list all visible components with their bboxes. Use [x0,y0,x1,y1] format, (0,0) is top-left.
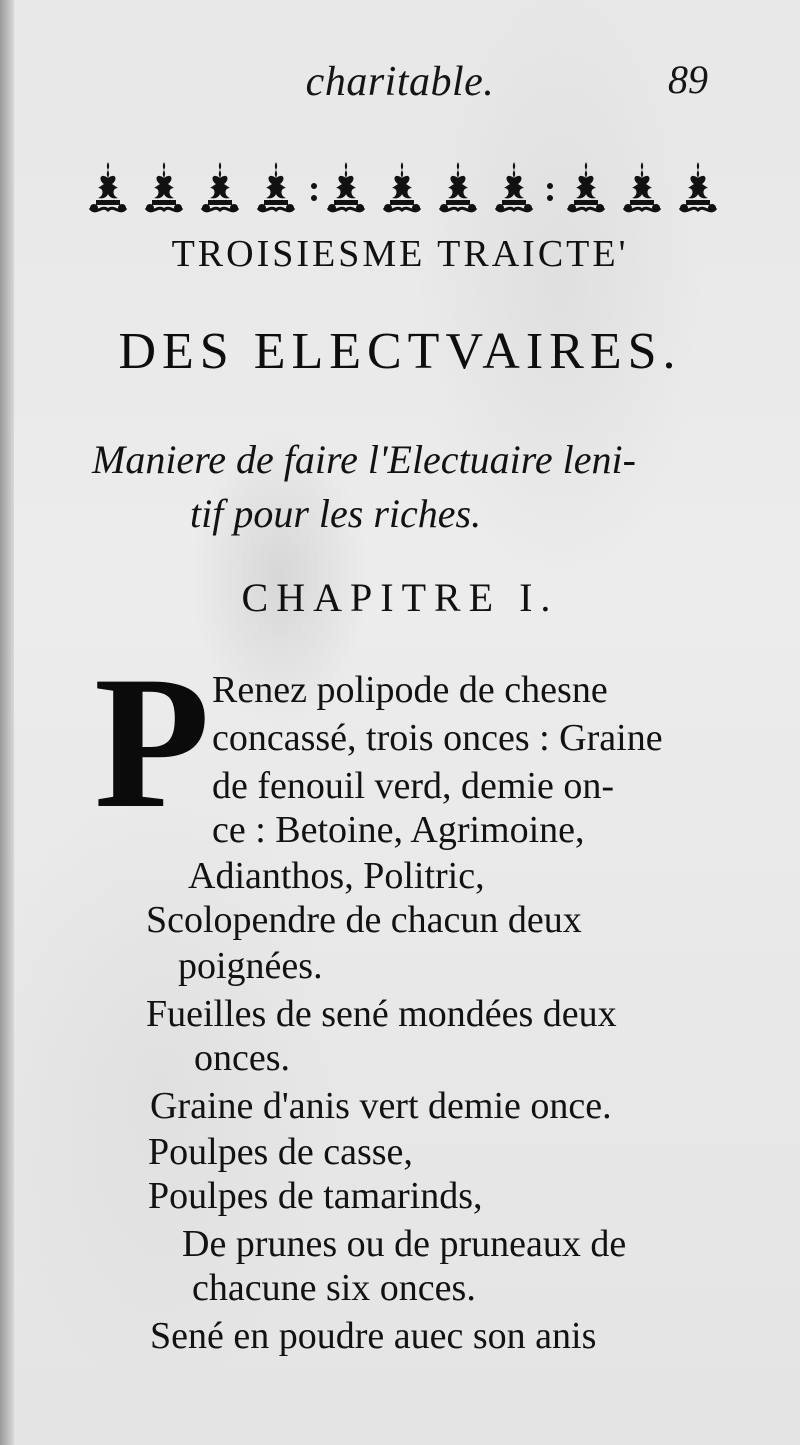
recipe-heading-line-1: Maniere de faire l'Electuaire leni- [92,437,636,482]
body-line: chacune six onces. [192,1267,476,1309]
body-line: concassé, trois onces : Graine [212,717,663,759]
body-line: Poulpes de tamarinds, [148,1175,483,1217]
recipe-heading-line-2: tif pour les riches. [190,491,482,536]
body-line: Graine d'anis vert demie once. [150,1085,612,1127]
running-title: charitable. [305,59,495,105]
body-line: Sené en poudre auec son anis [150,1315,597,1357]
body-line: Adianthos, Politric, [188,855,485,897]
body-line: De prunes ou de pruneaux de [182,1223,627,1265]
page-gutter-shadow [0,0,14,1445]
body-line: poignées. [178,945,323,987]
drop-capital: P [94,638,211,848]
chapter-heading: CHAPITRE I. [241,575,559,620]
fleuron-ornament-band [88,156,728,216]
page-number: 89 [668,57,708,102]
treatise-subject-title: DES ELECTVAIRES. [118,323,682,380]
body-line: onces. [194,1037,291,1079]
body-line: Scolopendre de chacun deux [146,899,582,941]
body-line: Fueilles de sené mondées deux [146,993,617,1035]
body-line: Poulpes de casse, [148,1131,413,1173]
body-line: Renez polipode de chesne [212,669,608,711]
body-line: de fenouil verd, demie on- [212,765,615,807]
body-line: ce : Betoine, Agrimoine, [212,809,585,851]
treatise-title: TROISIESME TRAICTE' [171,233,629,275]
